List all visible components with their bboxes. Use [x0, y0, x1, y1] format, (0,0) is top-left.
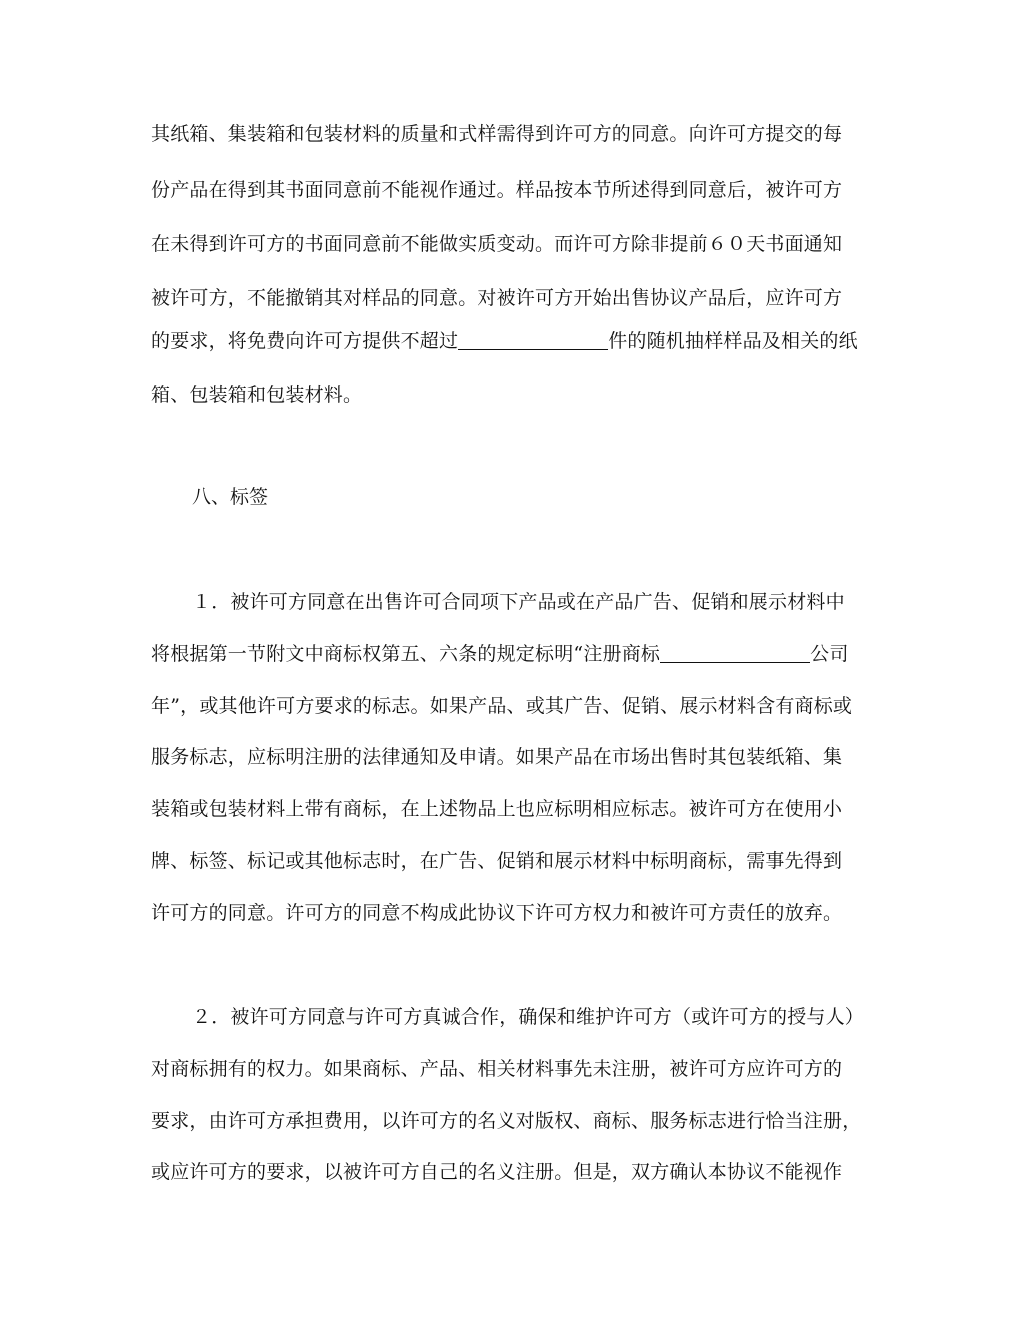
- text-segment: 将根据第一节附文中商标权第五、六条的规定标明“注册商标: [151, 643, 661, 665]
- paragraph-line: ２．被许可方同意与许可方真诚合作，确保和维护许可方（或许可方的授与人）: [192, 1006, 865, 1028]
- text-segment: 的要求，将免费向许可方提供不超过: [151, 330, 459, 352]
- paragraph-line-with-blank: [151, 329, 858, 353]
- paragraph-line: 在未得到许可方的书面同意前不能做实质变动。而许可方除非提前６０天书面通知: [151, 233, 843, 255]
- paragraph-line: 份产品在得到其书面同意前不能视作通过。样品按本节所述得到同意后，被许可方: [151, 179, 843, 201]
- paragraph-line: 箱、包装箱和包装材料。: [151, 384, 363, 406]
- paragraph-line: 许可方的同意。许可方的同意不构成此协议下许可方权力和被许可方责任的放弃。: [151, 902, 843, 924]
- paragraph-line: 年”，或其他许可方要求的标志。如果产品、或其广告、促销、展示材料含有商标或: [151, 695, 853, 717]
- text-segment: 公司: [810, 643, 849, 665]
- paragraph-line: 牌、标签、标记或其他标志时，在广告、促销和展示材料中标明商标，需事先得到: [151, 850, 843, 872]
- fill-in-blank: [458, 331, 608, 350]
- fill-in-blank: [660, 644, 810, 663]
- paragraph-line: 对商标拥有的权力。如果商标、产品、相关材料事先未注册，被许可方应许可方的: [151, 1058, 843, 1080]
- text-segment: 件的随机抽样样品及相关的纸: [608, 330, 858, 352]
- paragraph-line: 服务标志，应标明注册的法律通知及申请。如果产品在市场出售时其包装纸箱、集: [151, 746, 843, 768]
- paragraph-line: １．被许可方同意在出售许可合同项下产品或在产品广告、促销和展示材料中: [192, 591, 845, 613]
- section-heading: 八、标签: [192, 486, 269, 508]
- paragraph-line: 被许可方，不能撤销其对样品的同意。对被许可方开始出售协议产品后，应许可方: [151, 287, 843, 309]
- paragraph-line: 或应许可方的要求，以被许可方自己的名义注册。但是，双方确认本协议不能视作: [151, 1161, 843, 1183]
- paragraph-line: 要求，由许可方承担费用，以许可方的名义对版权、商标、服务标志进行恰当注册，: [151, 1110, 862, 1132]
- paragraph-line-with-blank: [151, 642, 873, 666]
- paragraph-line: 其纸箱、集装箱和包装材料的质量和式样需得到许可方的同意。向许可方提交的每: [151, 123, 843, 145]
- paragraph-line: 装箱或包装材料上带有商标，在上述物品上也应标明相应标志。被许可方在使用小: [151, 798, 843, 820]
